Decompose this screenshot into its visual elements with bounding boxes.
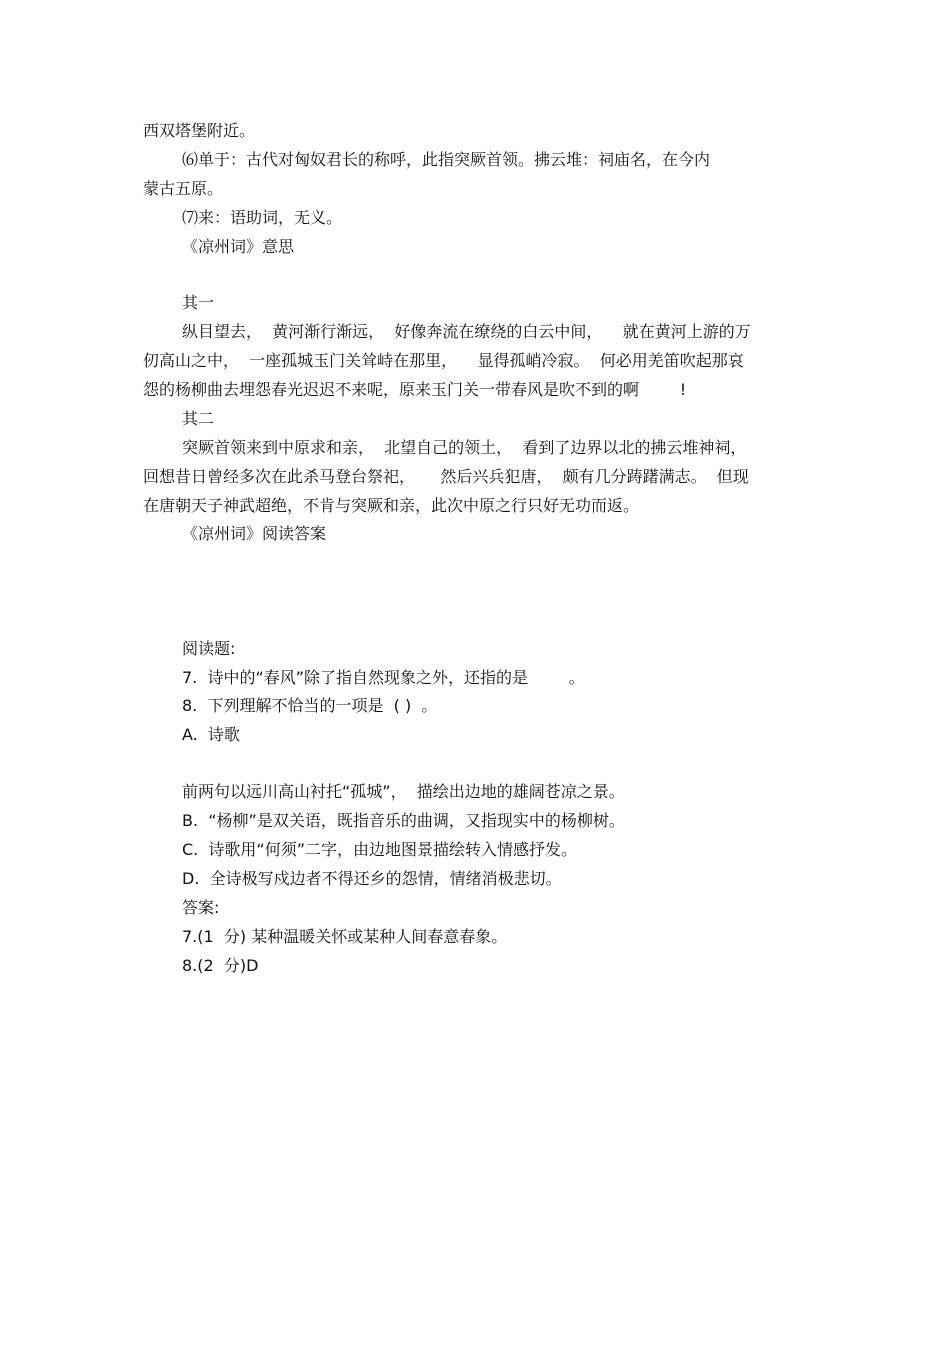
note-6-line: ⑹单于：古代对匈奴君长的称呼，此指突厥首领。拂云堆：祠庙名，在今内 [182,150,711,169]
answers-heading: 《凉州词》阅读答案 [182,524,327,543]
part2-paragraph-line: 回想昔日曾经多次在此杀马登台祭祀， 然后兴兵犯唐， 颇有几分踌躇满志。 但现 [143,467,749,486]
note-text-line: 西双塔堡附近。 [143,121,256,140]
part2-title: 其二 [182,409,215,428]
part1-paragraph-line: 怨的杨柳曲去埋怨春光迟迟不来呢，原来玉门关一带春风是吹不到的啊 ! [143,380,687,399]
answer-label: 答案: [182,898,220,917]
note-6-continued: 蒙古五原。 [143,179,224,198]
part1-paragraph-line: 仞高山之中， 一座孤城玉门关耸峙在那里， 显得孤峭冷寂。 何必用羌笛吹起那哀 [143,351,744,370]
question-7: 7. 诗中的“春风”除了指自然现象之外，还指的是 。 [182,668,585,687]
note-7-line: ⑺来：语助词，无义。 [182,208,343,227]
option-d: D. 全诗极写戍边者不得还乡的怨情，情绪消极悲切。 [182,869,562,888]
question-8: 8. 下列理解不恰当的一项是 ( ) 。 [182,696,438,715]
part1-paragraph-line: 纵目望去， 黄河渐行渐远， 好像奔流在缭绕的白云中间， 就在黄河上游的万 [182,322,751,341]
option-b: B. “杨柳”是双关语，既指音乐的曲调，又指现实中的杨柳树。 [182,811,625,830]
meaning-heading: 《凉州词》意思 [182,237,295,256]
part1-title: 其一 [182,293,215,312]
reading-label: 阅读题: [182,639,236,658]
answer-8: 8.(2 分)D [182,956,259,975]
answer-7: 7.(1 分) 某种温暖关怀或某种人间春意春象。 [182,927,508,946]
option-c: C. 诗歌用“何须”二字，由边地图景描绘转入情感抒发。 [182,840,578,859]
option-a: A. 诗歌 [182,725,240,744]
option-a-continued: 前两句以远川高山衬托“孤城”， 描绘出边地的雄阔苍凉之景。 [182,782,625,801]
part2-paragraph-line: 在唐朝天子神武超绝，不肯与突厥和亲，此次中原之行只好无功而返。 [143,496,640,515]
part2-paragraph-line: 突厥首领来到中原求和亲， 北望自己的领土， 看到了边界以北的拂云堆神祠， [182,438,747,457]
